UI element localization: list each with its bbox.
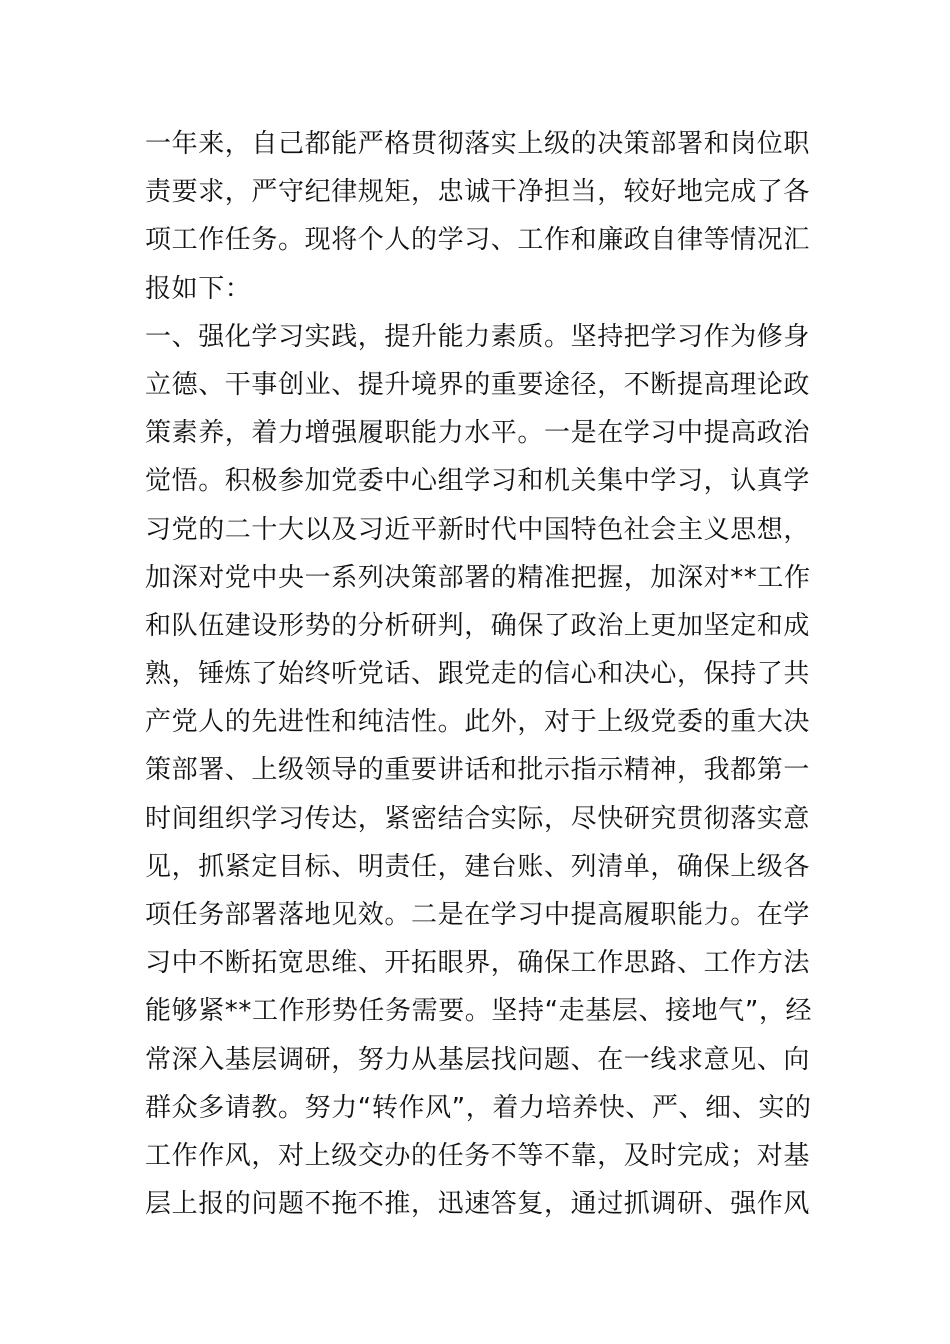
text-line: 能够紧**工作形势任务需要。坚持“走基层、接地气”，经 [145,996,813,1027]
body-text [145,120,815,1228]
text-line: 产党人的先进性和纯洁性。此外，对于上级党委的重大决 [145,707,811,738]
text-line: 常深入基层调研，努力从基层找问题、在一线求意见、向 [145,1044,811,1075]
text-line: 层上报的问题不拖不推，迅速答复，通过抓调研、强作风 [145,1189,811,1220]
text-line: 习中不断拓宽思维、开拓眼界，确保工作思路、工作方法 [145,948,811,979]
text-line: 习党的二十大以及习近平新时代中国特色社会主义思想， [145,514,811,545]
text-line: 报如下： [145,273,252,304]
text-line: 一年来，自己都能严格贯彻落实上级的决策部署和岗位职 [145,129,811,159]
text-line: 策部署、上级领导的重要讲话和批示指示精神，我都第一 [145,755,811,786]
text-line: 项工作任务。现将个人的学习、工作和廉政自律等情况汇 [145,225,811,256]
text-line: 觉悟。积极参加党委中心组学习和机关集中学习，认真学 [145,466,811,497]
text-line: 时间组织学习传达，紧密结合实际，尽快研究贯彻落实意 [145,803,811,834]
text-line: 项任务部署落地见效。二是在学习中提高履职能力。在学 [145,900,811,930]
text-line: 和队伍建设形势的分析研判，确保了政治上更加坚定和成 [145,610,811,641]
text-line: 加深对党中央一系列决策部署的精准把握，加深对**工作 [145,562,811,593]
text-line: 见，抓紧定目标、明责任，建台账、列清单，确保上级各 [145,851,811,882]
text-line: 一、强化学习实践，提升能力素质。坚持把学习作为修身 [145,321,811,352]
text-line: 工作作风，对上级交办的任务不等不靠，及时完成；对基 [145,1140,811,1171]
text-line: 立德、干事创业、提升境界的重要途径，不断提高理论政 [145,369,811,400]
text-line: 责要求，严守纪律规矩，忠诚干净担当，较好地完成了各 [145,177,811,208]
text-line: 策素养，着力增强履职能力水平。一是在学习中提高政治 [145,418,811,449]
text-line: 熟，锤炼了始终听党话、跟党走的信心和决心，保持了共 [145,659,811,690]
text-line: 群众多请教。努力“转作风”，着力培养快、严、细、实的 [145,1092,812,1123]
